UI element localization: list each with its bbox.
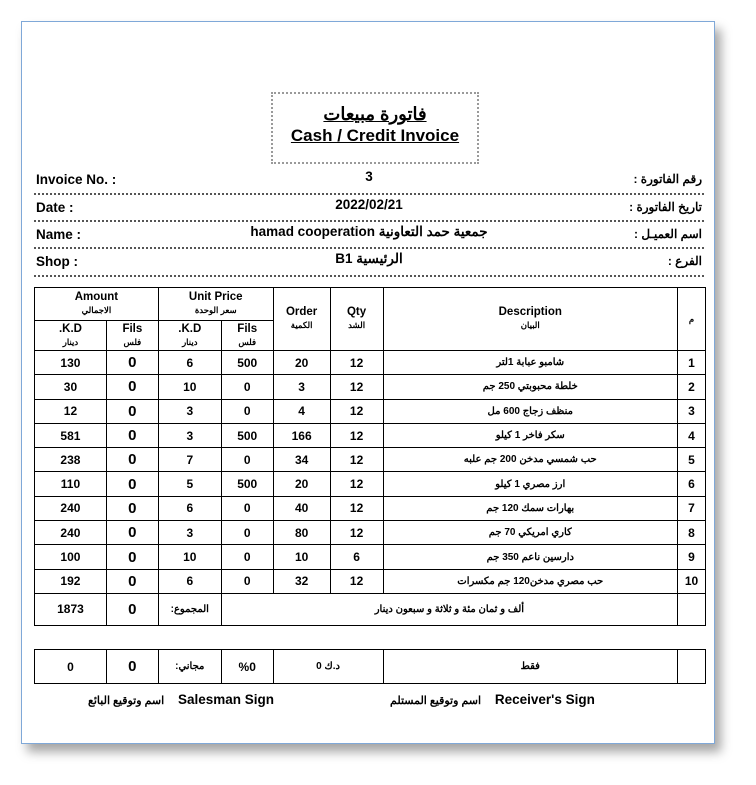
- date-value: 2022/02/21: [335, 197, 403, 212]
- index-header: [677, 288, 705, 351]
- fils-label-ar: فلس: [238, 336, 257, 347]
- row-number: 10: [677, 569, 705, 593]
- unit-price-kd: 10: [158, 375, 221, 399]
- table-row: [35, 496, 706, 520]
- amount-kd: 30: [35, 375, 107, 399]
- row-number: 1: [677, 351, 705, 375]
- amount-fils: 0: [106, 496, 158, 520]
- invoice-title-english: Cash / Credit Invoice: [290, 126, 460, 145]
- amount-fils: 0: [106, 521, 158, 545]
- qty-cell: 12: [330, 569, 383, 593]
- unit-price-kd: 3: [158, 521, 221, 545]
- table-header-row: [35, 288, 706, 321]
- customer-name-label: Name :: [36, 227, 82, 242]
- salesman-sign-label-ar: اسم وتوقيع البائع: [88, 695, 165, 707]
- qty-cell: 12: [330, 472, 383, 496]
- order-cell: 20: [273, 351, 330, 375]
- kd-label: .K.D: [58, 322, 82, 335]
- qty-cell: 12: [330, 496, 383, 520]
- description-cell: شامبو عبابة 1لتر: [383, 351, 677, 375]
- unit-price-header-label: Unit Price: [188, 291, 243, 303]
- unit-price-fils: 0: [221, 496, 273, 520]
- description-cell: منظف زجاج 600 مل: [383, 399, 677, 423]
- table-row: [35, 423, 706, 447]
- invoice-title-arabic: فاتورة مبيعات: [323, 104, 427, 124]
- salesman-sign: [82, 692, 274, 707]
- divider: [34, 275, 704, 277]
- total-row-spacer: [677, 593, 705, 625]
- total-kd: 1873: [35, 593, 107, 625]
- row-number: 4: [677, 423, 705, 447]
- unit-price-fils: 500: [221, 423, 273, 447]
- unit-price-kd: 6: [158, 569, 221, 593]
- order-header-label-ar: الكمية: [290, 320, 313, 330]
- amount-kd: 130: [35, 351, 107, 375]
- amount-kd-header: [35, 321, 107, 351]
- order-header: [273, 288, 330, 351]
- unit-price-header: [158, 288, 273, 321]
- shop-value: B1 الرئيسية: [335, 251, 403, 266]
- order-cell: 166: [273, 423, 330, 447]
- row-number: 7: [677, 496, 705, 520]
- description-cell: بهارات سمك 120 جم: [383, 496, 677, 520]
- description-cell: كاري امريكي 70 جم: [383, 521, 677, 545]
- order-cell: 40: [273, 496, 330, 520]
- amount-fils: 0: [106, 423, 158, 447]
- order-cell: 3: [273, 375, 330, 399]
- items-table: [34, 287, 706, 626]
- invoice-number-row: [34, 169, 704, 191]
- amount-fils: 0: [106, 569, 158, 593]
- free-label: مجاني:: [158, 650, 221, 684]
- table-row: [35, 545, 706, 569]
- order-cell: 80: [273, 521, 330, 545]
- description-cell: سكر فاخر 1 كيلو: [383, 423, 677, 447]
- row-number: 3: [677, 399, 705, 423]
- summary-kd: 0: [35, 650, 107, 684]
- customer-name-label-ar: اسم العميـل :: [634, 227, 702, 241]
- total-row: [35, 593, 706, 625]
- unit-price-fils: 500: [221, 472, 273, 496]
- amount-fils-header: [106, 321, 158, 351]
- table-row: [35, 521, 706, 545]
- discount-value: د.ك 0: [273, 650, 383, 684]
- row-number: 6: [677, 472, 705, 496]
- shop-label-ar: الفرع :: [667, 254, 702, 268]
- row-number: 9: [677, 545, 705, 569]
- kd-label-ar: دينار: [62, 336, 79, 347]
- unit-price-fils: 500: [221, 351, 273, 375]
- order-cell: 34: [273, 448, 330, 472]
- amount-fils: 0: [106, 375, 158, 399]
- qty-cell: 6: [330, 545, 383, 569]
- unit-price-kd: 7: [158, 448, 221, 472]
- date-row: [34, 197, 704, 219]
- order-cell: 32: [273, 569, 330, 593]
- unit-price-fils: 0: [221, 375, 273, 399]
- amount-kd: 240: [35, 521, 107, 545]
- table-row: [35, 448, 706, 472]
- qty-cell: 12: [330, 448, 383, 472]
- qty-cell: 12: [330, 521, 383, 545]
- qty-cell: 12: [330, 351, 383, 375]
- fils-label: Fils: [237, 322, 258, 335]
- invoice-number-label-ar: رقم الفاتورة :: [633, 172, 702, 186]
- unit-fils-header: [221, 321, 273, 351]
- total-in-words: ألف و ثمان مئة و ثلاثة و سبعون دينار: [221, 593, 677, 625]
- amount-fils: 0: [106, 472, 158, 496]
- qty-cell: 12: [330, 423, 383, 447]
- date-label-ar: تاريخ الفاتورة :: [629, 200, 702, 214]
- shop-label: Shop :: [36, 254, 78, 269]
- amount-only-label: فقط: [383, 650, 678, 684]
- table-row: [35, 351, 706, 375]
- unit-price-kd: 10: [158, 545, 221, 569]
- unit-price-header-label-ar: سعر الوحدة: [194, 305, 237, 315]
- amount-fils: 0: [106, 399, 158, 423]
- shop-row: [34, 251, 704, 273]
- kd-label-ar: دينار: [182, 336, 198, 347]
- divider: [34, 247, 704, 249]
- divider: [34, 193, 704, 195]
- qty-header: [330, 288, 383, 351]
- amount-kd: 110: [35, 472, 107, 496]
- qty-cell: 12: [330, 375, 383, 399]
- description-cell: خلطة محبوبتي 250 جم: [383, 375, 677, 399]
- amount-kd: 12: [35, 399, 107, 423]
- amount-fils: 0: [106, 545, 158, 569]
- description-cell: ارز مصري 1 كيلو: [383, 472, 677, 496]
- qty-cell: 12: [330, 399, 383, 423]
- description-header-label: Description: [498, 306, 562, 318]
- unit-price-fils: 0: [221, 448, 273, 472]
- row-number: 2: [677, 375, 705, 399]
- unit-price-fils: 0: [221, 399, 273, 423]
- receiver-sign: [384, 692, 595, 707]
- description-header-label-ar: البيان: [520, 320, 540, 330]
- invoice-page: [21, 21, 715, 744]
- unit-price-kd: 6: [158, 496, 221, 520]
- receiver-sign-label-ar: اسم وتوقيع المستلم: [390, 695, 482, 707]
- order-cell: 4: [273, 399, 330, 423]
- amount-header-label-ar: الاجمالي: [81, 305, 112, 315]
- amount-kd: 192: [35, 569, 107, 593]
- unit-price-kd: 5: [158, 472, 221, 496]
- summary-row: [35, 650, 706, 684]
- receiver-sign-label: Receiver's Sign: [494, 692, 595, 707]
- invoice-number-value: 3: [365, 169, 373, 184]
- unit-price-kd: 3: [158, 423, 221, 447]
- unit-price-fils: 0: [221, 569, 273, 593]
- description-header: [383, 288, 677, 351]
- amount-kd: 100: [35, 545, 107, 569]
- unit-price-kd: 6: [158, 351, 221, 375]
- table-row: [35, 472, 706, 496]
- unit-price-fils: 0: [221, 521, 273, 545]
- table-row: [35, 375, 706, 399]
- invoice-number-label: Invoice No. :: [36, 172, 117, 187]
- order-cell: 10: [273, 545, 330, 569]
- kd-label: .K.D: [178, 322, 202, 335]
- row-number: 8: [677, 521, 705, 545]
- unit-kd-header: [158, 321, 221, 351]
- table-row: [35, 399, 706, 423]
- row-number: 5: [677, 448, 705, 472]
- amount-kd: 581: [35, 423, 107, 447]
- unit-price-kd: 3: [158, 399, 221, 423]
- date-label: Date :: [36, 200, 74, 215]
- divider: [34, 220, 704, 222]
- amount-fils: 0: [106, 448, 158, 472]
- unit-price-fils: 0: [221, 545, 273, 569]
- total-fils: 0: [106, 593, 158, 625]
- item-rows: [35, 351, 706, 594]
- order-header-label: Order: [285, 306, 318, 318]
- customer-name-row: [34, 224, 704, 246]
- fils-label: Fils: [122, 322, 143, 335]
- total-label: المجموع:: [158, 593, 221, 625]
- summary-table: [34, 649, 706, 684]
- invoice-title-box: [271, 92, 479, 164]
- salesman-sign-label: Salesman Sign: [177, 692, 275, 707]
- summary-spacer: [678, 650, 706, 684]
- description-cell: حب مصري مدخن120 جم مكسرات: [383, 569, 677, 593]
- discount-percent: %0: [221, 650, 273, 684]
- table-row: [35, 569, 706, 593]
- amount-fils: 0: [106, 351, 158, 375]
- fils-label-ar: فلس: [123, 336, 142, 347]
- amount-header-label: Amount: [74, 291, 119, 303]
- qty-header-label-ar: الشد: [348, 320, 366, 330]
- qty-header-label: Qty: [346, 306, 367, 318]
- amount-header: [35, 288, 159, 321]
- description-cell: حب شمسي مدخن 200 جم علبه: [383, 448, 677, 472]
- customer-name-value: hamad cooperation جمعية حمد التعاونية: [250, 224, 488, 239]
- amount-kd: 238: [35, 448, 107, 472]
- order-cell: 20: [273, 472, 330, 496]
- index-header-label: م: [688, 313, 695, 324]
- description-cell: دارسين ناعم 350 جم: [383, 545, 677, 569]
- amount-kd: 240: [35, 496, 107, 520]
- summary-fils: 0: [106, 650, 158, 684]
